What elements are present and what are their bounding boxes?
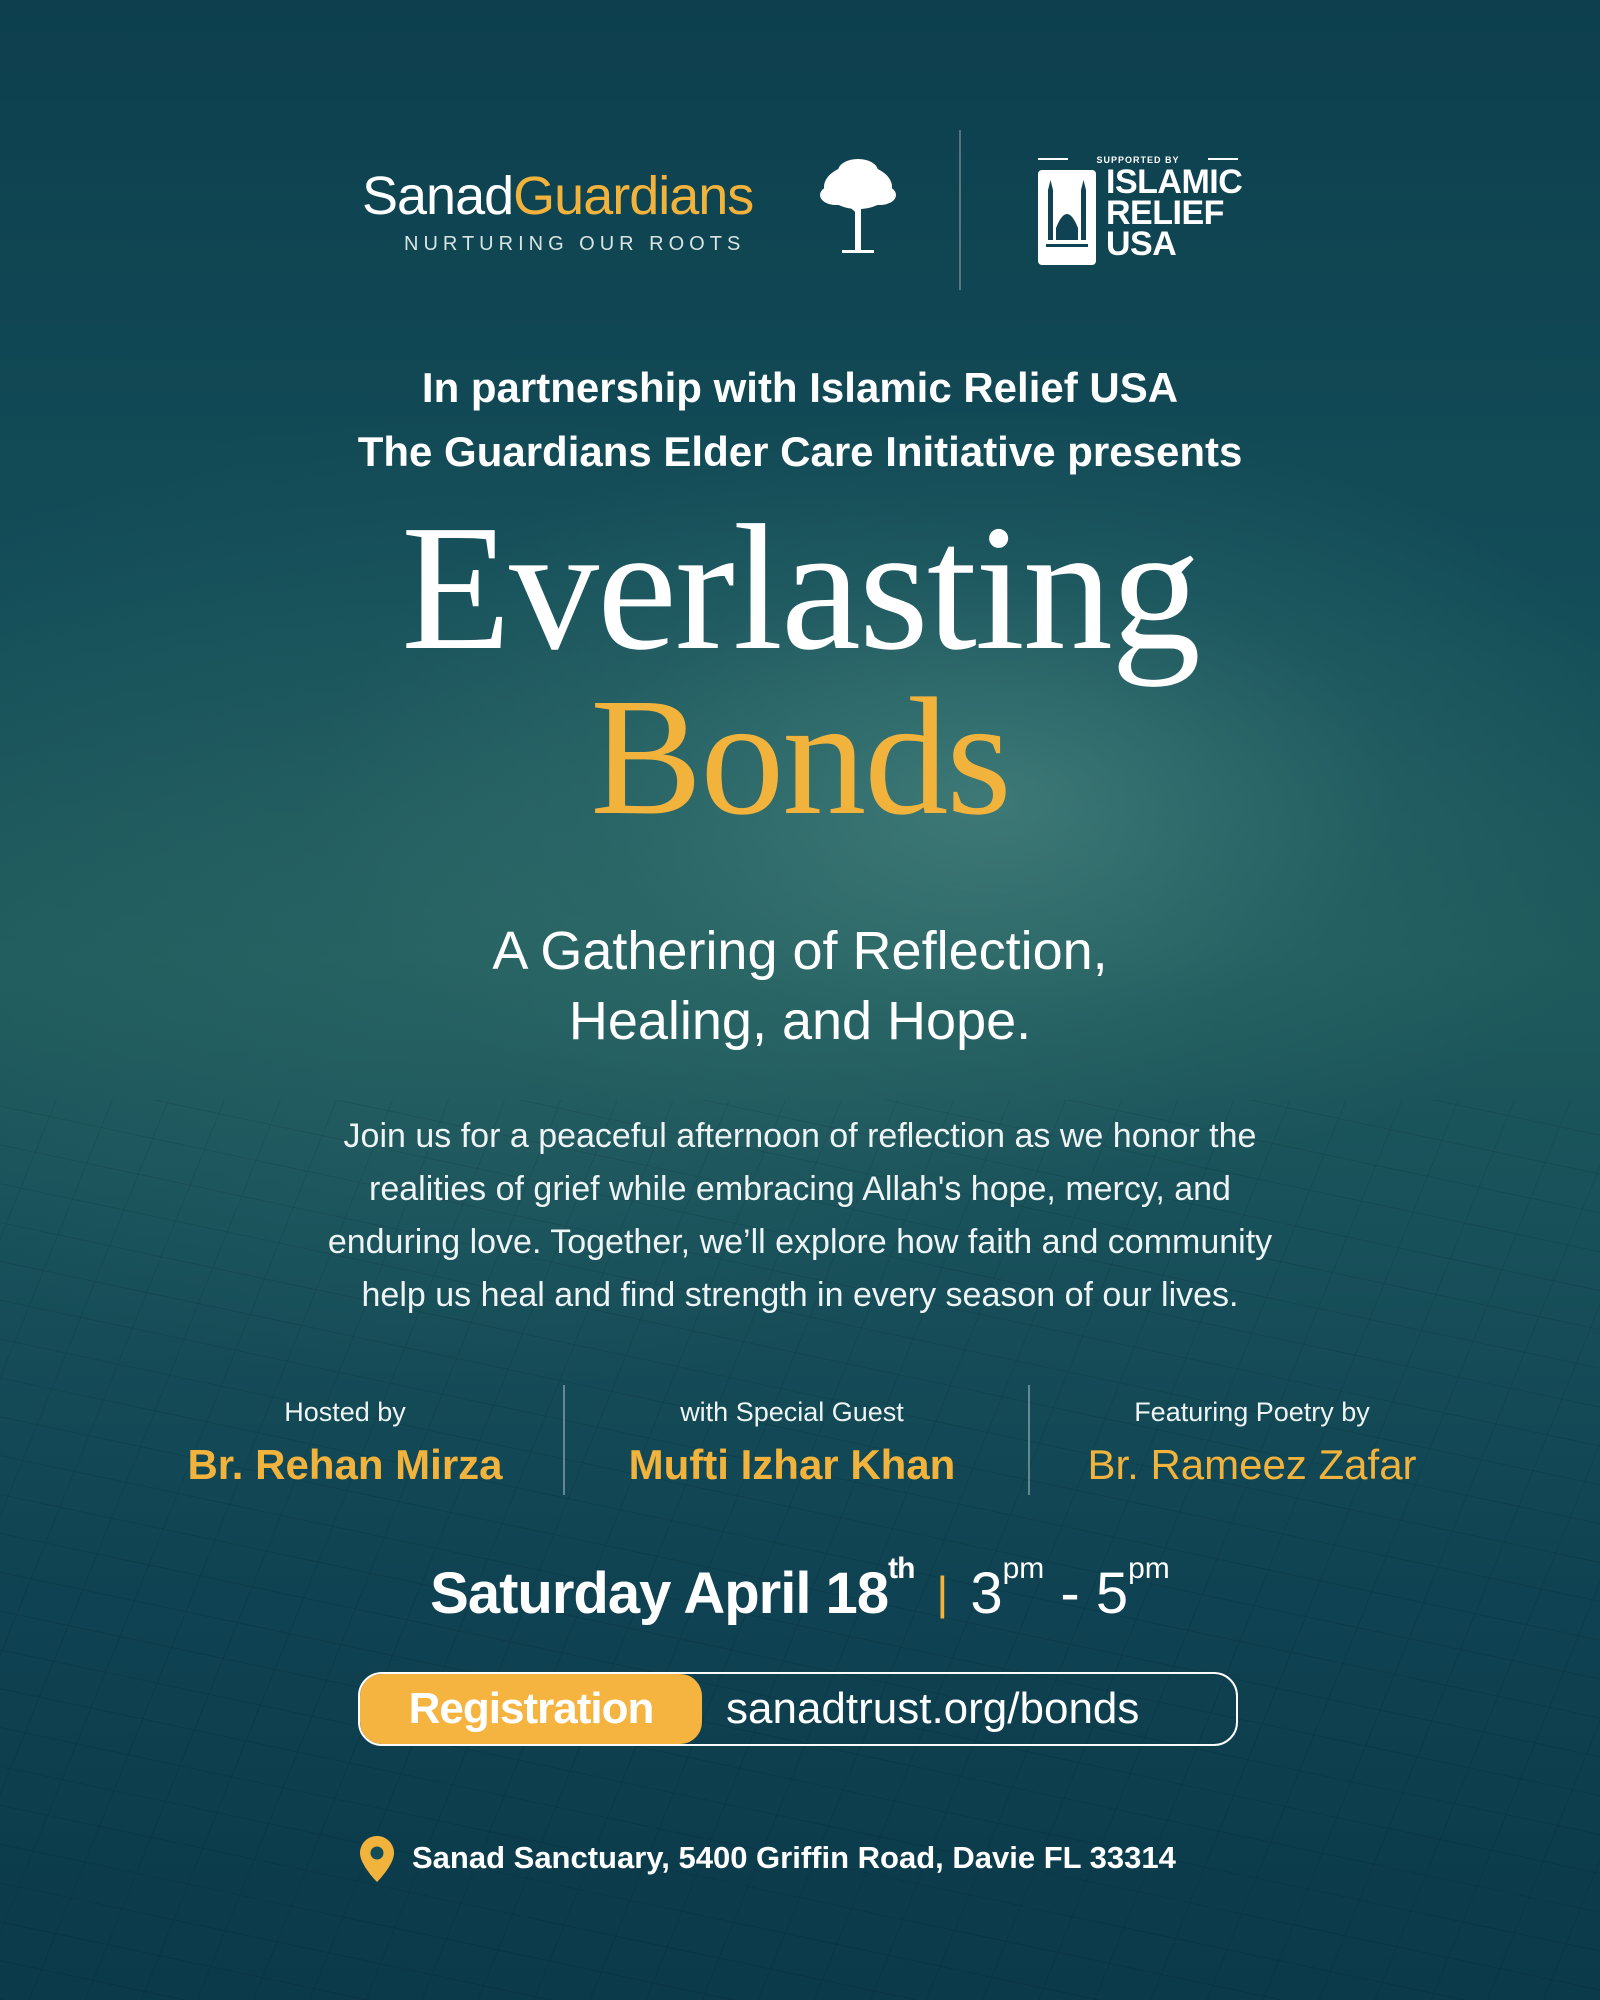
guest-label: with Special Guest — [680, 1397, 904, 1427]
islamic-relief-usa-logo — [1038, 155, 1248, 265]
registration-bar[interactable] — [358, 1672, 1238, 1746]
sanad-logo-word1: Sanad — [362, 166, 514, 226]
sanad-logo-wordmark — [362, 165, 753, 227]
poet-column — [1022, 1392, 1482, 1494]
irusa-line1: ISLAMIC — [1106, 163, 1243, 201]
tree-icon — [818, 157, 898, 257]
date-time-separator: | — [936, 1567, 949, 1619]
end-time: 5 — [1095, 1561, 1129, 1626]
time-dash: - — [1044, 1561, 1096, 1626]
registration-button[interactable]: Registration — [360, 1674, 702, 1744]
description-line1: Join us for a peaceful afternoon of reflection as we honor the — [343, 1117, 1257, 1155]
title-line1: Everlasting — [401, 488, 1199, 687]
start-time-suffix: pm — [1002, 1552, 1045, 1585]
description-line2: realities of grief while embracing Allah's hope, mercy, and — [369, 1170, 1231, 1208]
sanad-guardians-logo — [362, 165, 922, 265]
irusa-wordmark — [1106, 163, 1243, 263]
host-name: Br. Rehan Mirza — [187, 1441, 503, 1488]
event-day-text: Saturday April 18 — [430, 1561, 889, 1626]
end-time-suffix: pm — [1128, 1552, 1170, 1585]
sanad-logo-word2: Guardians — [513, 166, 754, 226]
subtitle-line2: Healing, and Hope. — [568, 991, 1032, 1051]
sanad-logo-tagline: NURTURING OUR ROOTS — [404, 233, 746, 255]
registration-link[interactable]: sanadtrust.org/bonds — [726, 1684, 1140, 1733]
irusa-rule-right — [1208, 158, 1238, 160]
map-pin-icon — [360, 1836, 394, 1882]
subtitle-line1: A Gathering of Reflection, — [492, 921, 1108, 981]
intro-line1: In partnership with Islamic Relief USA — [421, 364, 1179, 411]
event-day-suffix: th — [888, 1552, 915, 1585]
irusa-line2: RELIEF — [1106, 194, 1224, 232]
mosque-badge-icon — [1038, 170, 1096, 265]
start-time: 3 — [970, 1561, 1003, 1626]
intro-text — [0, 356, 1600, 484]
host-column — [115, 1392, 575, 1494]
subtitle — [0, 916, 1600, 1056]
event-description — [0, 1110, 1600, 1322]
guest-name: Mufti Izhar Khan — [628, 1441, 956, 1488]
intro-line2: The Guardians Elder Care Initiative presents — [357, 428, 1243, 475]
description-line3: enduring love. Together, we’ll explore how faith and community — [327, 1223, 1273, 1261]
event-date-time — [0, 1552, 1600, 1627]
guest-column — [562, 1392, 1022, 1494]
poet-label: Featuring Poetry by — [1134, 1397, 1370, 1427]
poet-name: Br. Rameez Zafar — [1087, 1441, 1417, 1488]
location-address: Sanad Sanctuary, 5400 Griffin Road, Davie FL 33314 — [412, 1840, 1176, 1875]
description-line4: help us heal and find strength in every season of our lives. — [361, 1276, 1239, 1314]
title-line2: Bonds — [590, 664, 1010, 850]
event-time — [970, 1552, 1170, 1626]
irusa-line3: USA — [1106, 225, 1177, 263]
irusa-supported-by: SUPPORTED BY — [1096, 155, 1180, 165]
event-day — [430, 1552, 915, 1626]
event-location — [360, 1834, 1260, 1884]
host-label: Hosted by — [284, 1397, 406, 1427]
header-divider — [959, 130, 961, 290]
